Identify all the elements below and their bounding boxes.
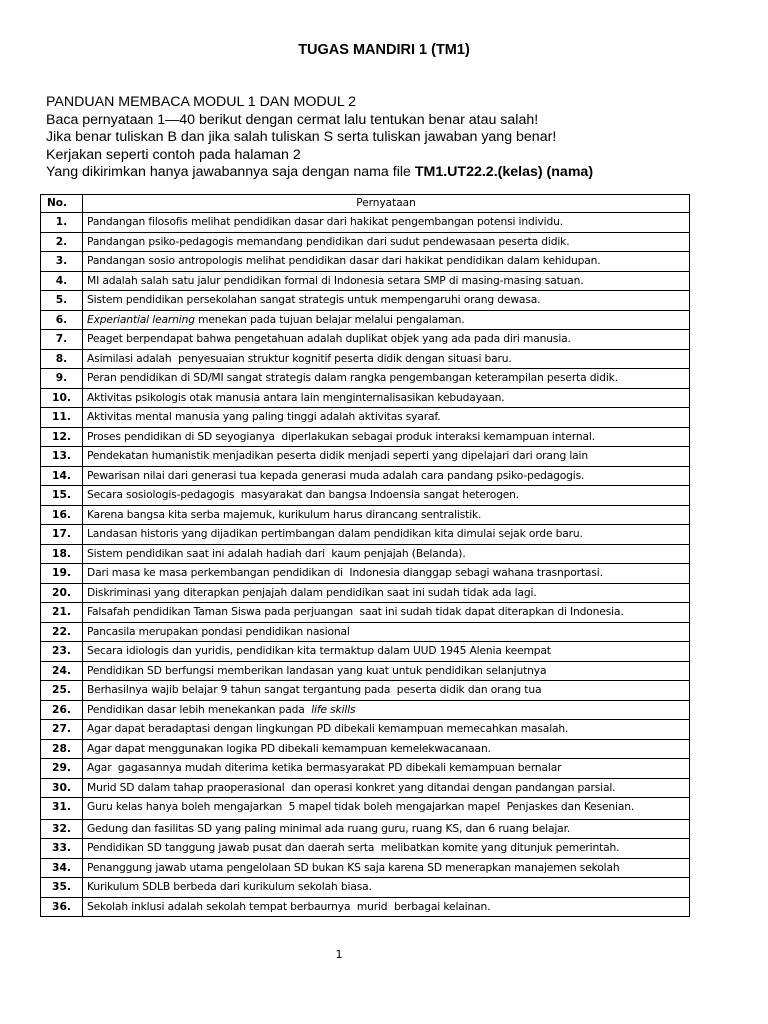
statement-text: Karena bangsa kita serba majemuk, kurikulum harus dirancang sentralistik. bbox=[87, 507, 482, 521]
table-row bbox=[41, 408, 690, 428]
row-number: 2. bbox=[41, 232, 83, 252]
row-statement bbox=[83, 759, 690, 779]
row-number: 25. bbox=[41, 681, 83, 701]
instruction-line-4: Kerjakan seperti contoh pada halaman 2 bbox=[46, 146, 301, 163]
row-statement bbox=[83, 739, 690, 759]
row-number: 28. bbox=[41, 739, 83, 759]
row-statement bbox=[83, 330, 690, 350]
row-statement bbox=[83, 349, 690, 369]
row-number: 8. bbox=[41, 349, 83, 369]
statement-text: Sistem pendidikan saat ini adalah hadiah dari kaum penjajah (Belanda). bbox=[87, 546, 466, 560]
row-number: 33. bbox=[41, 839, 83, 859]
row-number: 4. bbox=[41, 271, 83, 291]
row-number: 32. bbox=[41, 819, 83, 839]
table-row bbox=[41, 720, 690, 740]
row-statement bbox=[83, 819, 690, 839]
row-statement bbox=[83, 564, 690, 584]
table-row bbox=[41, 564, 690, 584]
row-number: 14. bbox=[41, 466, 83, 486]
row-number: 7. bbox=[41, 330, 83, 350]
file-name-format: TM1.UT22.2.(kelas) (nama) bbox=[414, 164, 594, 180]
row-statement bbox=[83, 839, 690, 859]
table-row bbox=[41, 661, 690, 681]
statement-text: Kurikulum SDLB berbeda dari kurikulum sekolah biasa. bbox=[87, 880, 372, 893]
statement-text: Peran pendidikan di SD/MI sangat strategis dalam rangka pengembangan keterampilan peserta didik. bbox=[87, 371, 618, 384]
row-statement bbox=[83, 369, 690, 389]
statement-text: Asimilasi adalah penyesuaian struktur kognitif peserta didik dengan situasi baru. bbox=[87, 351, 512, 365]
table-row bbox=[41, 798, 690, 820]
row-number: 29. bbox=[41, 759, 83, 779]
row-statement bbox=[83, 408, 690, 428]
row-statement bbox=[83, 720, 690, 740]
row-statement bbox=[83, 642, 690, 662]
statement-text: Murid SD dalam tahap praoperasional dan operasi konkret yang ditandai dengan pandangan parsial. bbox=[87, 780, 616, 794]
table-row bbox=[41, 447, 690, 467]
row-number: 21. bbox=[41, 603, 83, 623]
row-statement bbox=[83, 622, 690, 642]
statement-text: Pancasila merupakan pondasi pendidikan nasional bbox=[87, 624, 350, 638]
statement-italic-term: Experiantial learning bbox=[87, 312, 195, 326]
statement-text: Aktivitas mental manusia yang paling tinggi adalah aktivitas syaraf. bbox=[87, 410, 441, 423]
row-number: 17. bbox=[41, 525, 83, 545]
row-number: 10. bbox=[41, 388, 83, 408]
table-row bbox=[41, 819, 690, 839]
row-statement bbox=[83, 427, 690, 447]
row-statement bbox=[83, 232, 690, 252]
table-row bbox=[41, 700, 690, 720]
row-number: 9. bbox=[41, 369, 83, 389]
table-row bbox=[41, 427, 690, 447]
row-number: 26. bbox=[41, 700, 83, 720]
row-number: 16. bbox=[41, 505, 83, 525]
statement-text: Gedung dan fasilitas SD yang paling minimal ada ruang guru, ruang KS, dan 6 ruang belajar. bbox=[87, 821, 571, 835]
row-statement bbox=[83, 252, 690, 272]
table-row bbox=[41, 739, 690, 759]
table-row bbox=[41, 466, 690, 486]
table-row bbox=[41, 252, 690, 272]
table-row bbox=[41, 369, 690, 389]
row-number: 12. bbox=[41, 427, 83, 447]
statement-text: Pendidikan dasar lebih menekankan pada bbox=[87, 702, 312, 716]
row-number: 5. bbox=[41, 291, 83, 311]
statement-text: Sistem pendidikan persekolahan sangat strategis untuk mempengaruhi orang dewasa. bbox=[87, 293, 541, 306]
header-statement: Pernyataan bbox=[83, 195, 690, 213]
statement-text: Aktivitas psikologis otak manusia antara lain menginternalisasikan kebudayaan. bbox=[87, 390, 505, 404]
statement-text: Pendidikan SD berfungsi memberikan landasan yang kuat untuk pendidikan selanjutnya bbox=[87, 663, 547, 677]
header-no: No. bbox=[41, 195, 83, 213]
statement-text: Falsafah pendidikan Taman Siswa pada perjuangan saat ini sudah tidak dapat diterapkan di Indonesia. bbox=[87, 605, 624, 618]
row-number: 20. bbox=[41, 583, 83, 603]
row-number: 24. bbox=[41, 661, 83, 681]
document-title: TUGAS MANDIRI 1 (TM1) bbox=[298, 42, 470, 58]
row-statement bbox=[83, 447, 690, 467]
instruction-line-5 bbox=[46, 164, 593, 182]
row-number: 6. bbox=[41, 310, 83, 330]
statement-text: Pendekatan humanistik menjadikan peserta didik menjadi seperti yang dipelajari dari orang lain bbox=[87, 449, 588, 462]
table-row bbox=[41, 486, 690, 506]
statements-table bbox=[40, 194, 690, 917]
row-number: 34. bbox=[41, 858, 83, 878]
table-row bbox=[41, 349, 690, 369]
statement-text: Pandangan psiko-pedagogis memandang pendidikan dari sudut pendewasaan peserta didik. bbox=[87, 234, 570, 248]
table-row bbox=[41, 858, 690, 878]
table-body bbox=[41, 213, 690, 917]
table-row bbox=[41, 759, 690, 779]
statement-text: Landasan historis yang dijadikan pertimbangan dalam pendidikan kita dimulai sejak orde baru. bbox=[87, 527, 583, 540]
row-statement bbox=[83, 525, 690, 545]
statement-text: Penanggung jawab utama pengelolaan SD bukan KS saja karena SD menerapkan manajemen sekolah bbox=[87, 860, 620, 874]
table-row bbox=[41, 583, 690, 603]
row-number: 23. bbox=[41, 642, 83, 662]
row-statement bbox=[83, 858, 690, 878]
row-statement bbox=[83, 897, 690, 917]
table-row bbox=[41, 525, 690, 545]
statement-text: menekan pada tujuan belajar melalui pengalaman. bbox=[194, 312, 465, 326]
statement-text: Secara idiologis dan yuridis, pendidikan kita termaktup dalam UUD 1945 Alenia keempat bbox=[87, 644, 551, 657]
row-number: 35. bbox=[41, 878, 83, 898]
row-number: 3. bbox=[41, 252, 83, 272]
statement-text: Secara sosiologis-pedagogis masyarakat dan bangsa Indoensia sangat heterogen. bbox=[87, 488, 520, 501]
table-row bbox=[41, 603, 690, 623]
statement-text: Pandangan sosio antropologis melihat pendidikan dasar dari hakikat pendidikan dalam kehidupan. bbox=[87, 254, 601, 267]
page-number: 1 bbox=[335, 948, 343, 961]
table-row bbox=[41, 271, 690, 291]
table-row bbox=[41, 681, 690, 701]
row-number: 11. bbox=[41, 408, 83, 428]
table-row bbox=[41, 330, 690, 350]
row-statement bbox=[83, 291, 690, 311]
table-row bbox=[41, 310, 690, 330]
statement-text: Pandangan filosofis melihat pendidikan dasar dari hakikat pengembangan potensi individu. bbox=[87, 215, 563, 228]
row-number: 30. bbox=[41, 778, 83, 798]
statement-text: Agar dapat menggunakan logika PD dibekali kemampuan kemelekwacanaan. bbox=[87, 741, 491, 755]
row-statement bbox=[83, 213, 690, 233]
table-row bbox=[41, 291, 690, 311]
statement-text: Pewarisan nilai dari generasi tua kepada generasi muda adalah cara pandang psiko-pedagogis. bbox=[87, 468, 585, 482]
row-statement bbox=[83, 798, 690, 820]
table-row bbox=[41, 232, 690, 252]
table-row bbox=[41, 213, 690, 233]
statement-text: Guru kelas hanya boleh mengajarkan 5 mapel tidak boleh mengajarkan mapel Penjaskes dan Kesenian. bbox=[87, 800, 635, 813]
instruction-line-2: Baca pernyataan 1—40 berikut dengan cermat lalu tentukan benar atau salah! bbox=[46, 111, 539, 128]
row-statement bbox=[83, 878, 690, 898]
table-row bbox=[41, 544, 690, 564]
statement-text: MI adalah salah satu jalur pendidikan formal di Indonesia setara SMP di masing-masing satuan. bbox=[87, 273, 584, 287]
row-number: 19. bbox=[41, 564, 83, 584]
statement-italic-term: life skills bbox=[311, 702, 356, 716]
table-row bbox=[41, 897, 690, 917]
row-number: 15. bbox=[41, 486, 83, 506]
row-statement bbox=[83, 271, 690, 291]
row-statement bbox=[83, 681, 690, 701]
row-number: 22. bbox=[41, 622, 83, 642]
instruction-line-5-prefix: Yang dikirimkan hanya jawabannya saja dengan nama file bbox=[46, 164, 415, 180]
statement-text: Agar gagasannya mudah diterima ketika bermasyarakat PD dibekali kemampuan bernalar bbox=[87, 761, 562, 774]
row-statement bbox=[83, 700, 690, 720]
statement-text: Proses pendidikan di SD seyogianya diperlakukan sebagai produk interaksi kemampuan internal. bbox=[87, 429, 595, 443]
table-row bbox=[41, 878, 690, 898]
row-statement bbox=[83, 544, 690, 564]
row-statement bbox=[83, 505, 690, 525]
row-number: 27. bbox=[41, 720, 83, 740]
statement-text: Berhasilnya wajib belajar 9 tahun sangat tergantung pada peserta didik dan orang tua bbox=[87, 683, 542, 696]
statement-text: Agar dapat beradaptasi dengan lingkungan PD dibekali kemampuan memecahkan masalah. bbox=[87, 722, 569, 735]
statement-text: Peaget berpendapat bahwa pengetahuan adalah duplikat objek yang ada pada diri manusia. bbox=[87, 332, 571, 345]
table-row bbox=[41, 839, 690, 859]
row-statement bbox=[83, 310, 690, 330]
row-statement bbox=[83, 603, 690, 623]
row-number: 31. bbox=[41, 798, 83, 820]
statement-text: Dari masa ke masa perkembangan pendidikan di Indonesia dianggap sebagi wahana trasnportasi. bbox=[87, 566, 603, 579]
instructions bbox=[46, 94, 593, 182]
row-statement bbox=[83, 388, 690, 408]
table-row bbox=[41, 505, 690, 525]
instruction-line-1: PANDUAN MEMBACA MODUL 1 DAN MODUL 2 bbox=[46, 94, 357, 110]
statement-text: Pendidikan SD tanggung jawab pusat dan daerah serta melibatkan komite yang ditunjuk pemerintah. bbox=[87, 841, 620, 854]
table-row bbox=[41, 778, 690, 798]
table-row bbox=[41, 388, 690, 408]
row-statement bbox=[83, 778, 690, 798]
table-row bbox=[41, 622, 690, 642]
row-number: 1. bbox=[41, 213, 83, 233]
table-header-row bbox=[41, 195, 690, 213]
row-number: 36. bbox=[41, 897, 83, 917]
instruction-line-3: Jika benar tuliskan B dan jika salah tuliskan S serta tuliskan jawaban yang benar! bbox=[46, 129, 557, 145]
row-statement bbox=[83, 583, 690, 603]
row-number: 18. bbox=[41, 544, 83, 564]
row-statement bbox=[83, 486, 690, 506]
row-statement bbox=[83, 466, 690, 486]
statement-text: Diskriminasi yang diterapkan penjajah dalam pendidikan saat ini sudah tidak ada lagi. bbox=[87, 585, 537, 599]
row-number: 13. bbox=[41, 447, 83, 467]
statement-text: Sekolah inklusi adalah sekolah tempat berbaurnya murid berbagai kelainan. bbox=[87, 899, 491, 913]
row-statement bbox=[83, 661, 690, 681]
table-row bbox=[41, 642, 690, 662]
